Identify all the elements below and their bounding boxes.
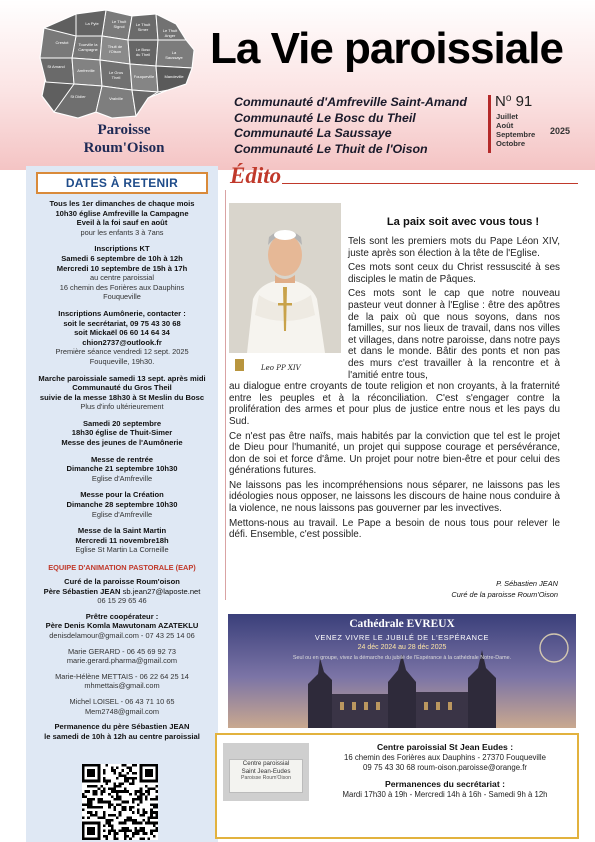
event-bold-line: Mercredi 11 novembre18h [75, 535, 169, 545]
issue-month: Juillet [496, 112, 518, 121]
contact-item [28, 697, 216, 716]
svg-text:du Theil: du Theil [135, 52, 151, 57]
event-detail-line: 16 chemin des Forières aux Dauphins [59, 282, 185, 292]
dates-header: DATES À RETENIR [36, 172, 208, 194]
contact-email[interactable]: sb.jean27@laposte.net [122, 586, 201, 596]
contact-bold-line: le samedi de 10h à 12h au centre paroissial [44, 731, 200, 741]
edito-paragraph: Ces mots sont le cap que notre nouveau pasteur veut donner à l'Eglise : être des apôtres de la paix où que nous soyons, dans nos familles, sur nos lieux de travail, dans nos villes et villages, dans notre paroisse, dans notre pays et dans le monde. Bâtir des ponts et non pas des murs c'est travailler à la rencontre et à l'amitié entre tous, au dialogue entre croyants de toute religion et non croyants, à la fraternité entre les peuples et à la réconciliation. C'est s'engager contre la prolifération des armes et pour plus de justice entre nous et les pays du Sud. [229, 288, 560, 427]
svg-text:Simer: Simer [137, 27, 149, 32]
edito-paragraph: Ces mots sont ceux du Christ ressuscité à ses disciples le matin de Pâques. [348, 262, 560, 285]
event-bold-line: Samedi 6 septembre de 10h à 12h [61, 253, 183, 263]
event-bold-line: Messe de rentrée [90, 454, 154, 464]
qr-code[interactable] [82, 764, 158, 840]
permanence-hours: Mardi 17h30 à 19h - Mercredi 14h à 16h - Samedi 9h à 12h [342, 790, 548, 799]
edito-rule [282, 183, 578, 184]
event-item [28, 244, 216, 302]
event-detail-line: Première séance vendredi 12 sept. 2025 [55, 347, 189, 357]
svg-text:Le Bosc: Le Bosc [135, 47, 151, 52]
parish-centre-box [215, 733, 579, 839]
eap-title: EQUIPE D'ANIMATION PASTORALE (EAP) [48, 563, 196, 572]
edito-body [229, 236, 560, 544]
event-bold-line: Marche paroissiale samedi 13 sept. après midi [38, 373, 206, 383]
event-item [28, 199, 216, 237]
event-bold-line: chion2737@outlook.fr [82, 337, 162, 347]
issue-months [496, 112, 535, 148]
svg-text:l'Oison: l'Oison [108, 49, 122, 54]
edito-paragraph: Mettons-nous au travail. Le Pape a besoin de nous tous pour relever le défi. Ensemble, c'est possible. [229, 517, 560, 541]
event-item [28, 374, 216, 412]
edito-signature [400, 578, 558, 600]
event-bold-line: suivie de la messe 18h30 à St Meslin du Bosc [39, 392, 205, 402]
svg-text:Vraiville: Vraiville [109, 96, 123, 101]
svg-text:Fouqueville: Fouqueville [133, 74, 155, 79]
centre-sign-line: Paroisse Roum'Oison [240, 775, 291, 782]
contact-item [28, 722, 216, 741]
contact-item [28, 672, 216, 691]
issue-month: Octobre [496, 139, 526, 148]
event-detail-line: Fouqueville, 19h30. [89, 356, 155, 366]
svg-text:Campagne: Campagne [78, 47, 98, 52]
contact-detail-line: mhmettais@gmail.com [84, 681, 160, 691]
cathedral-image [228, 614, 576, 728]
community-item: Communauté Le Thuit de l'Oison [234, 141, 428, 156]
svg-text:La Pyle: La Pyle [85, 21, 99, 26]
contact-detail-line: Mem2748@gmail.com [84, 706, 160, 716]
svg-text:Le Thuit: Le Thuit [135, 22, 151, 27]
event-bold-line: soit le secrétariat, 09 75 43 30 68 [63, 318, 181, 328]
event-bold-line: Inscriptions KT [94, 244, 150, 254]
event-bold-line: Dimanche 28 septembre 10h30 [66, 500, 178, 510]
svg-text:Le Thuit: Le Thuit [111, 19, 127, 24]
event-detail-line: Eglise d'Amfreville [91, 473, 153, 483]
contact-detail-line: denisdelamour@gmail.com - 07 43 25 14 06 [49, 630, 195, 640]
contact-detail-line: Marie GERARD - 06 45 69 92 73 [67, 646, 177, 656]
edito-paragraph: Ce n'est pas être naïfs, mais habités par la conviction que tel est le projet de Dieu pour l'humanité, un projet qui suppose courage et persévérance, don de soi et force d'âme. Un projet pour notre bien-être et pour celui des générations futures. [229, 430, 560, 477]
newsletter-title: La Vie paroissiale [210, 24, 563, 73]
event-bold-line: Tous les 1er dimanches de chaque mois [49, 199, 195, 208]
issue-month: Septembre [496, 130, 536, 139]
event-detail-line: pour les enfants 3 à 7ans [80, 227, 164, 237]
event-bold-line: 10h30 église Amfreville la Campagne [55, 208, 189, 218]
event-bold-line: Inscriptions Aumônerie, contacter : [58, 308, 186, 318]
contact-bold-line: Père Sébastien JEAN sb.jean27@laposte.net [43, 586, 201, 596]
parish-line-1: Paroisse [97, 122, 151, 138]
communities-list [234, 95, 467, 157]
svg-text:Anger: Anger [164, 33, 176, 38]
event-bold-line: Messe pour la Création [80, 490, 164, 500]
photo-signature: Leo PP XIV [261, 364, 301, 372]
contact-detail-line: marie.gerard.pharma@gmail.com [66, 656, 178, 666]
centre-photo [223, 743, 309, 801]
svg-text:Saussaye: Saussaye [165, 55, 183, 60]
issue-box [488, 95, 578, 153]
event-bold-line: Messe de la Saint Martin [77, 526, 167, 536]
issue-year: 2025 [550, 126, 571, 136]
svg-text:Tourville la: Tourville la [78, 42, 98, 47]
svg-text:Amfreville: Amfreville [77, 68, 95, 73]
event-bold-line: Eveil à la foi sauf en août [76, 218, 168, 228]
signature-role: Curé de la paroisse Roum'Oison [451, 590, 558, 599]
centre-sign-line: Saint Jean-Eudes [241, 767, 291, 775]
community-item: Communauté Le Bosc du Theil [234, 110, 416, 125]
centre-contact: 09 75 43 30 68 roum-oison.paroisse@orange.fr [363, 763, 527, 772]
community-item: Communauté d'Amfreville Saint-Amand [234, 95, 467, 109]
contact-detail-line: 06 15 29 65 46 [97, 596, 147, 606]
svg-text:Theil: Theil [111, 75, 121, 80]
svg-text:La: La [171, 50, 177, 55]
contact-detail-line: Michel LOISEL - 06 43 71 10 65 [69, 696, 175, 706]
contact-bold-line: Prêtre coopérateur : [85, 611, 159, 621]
centre-info [313, 741, 577, 800]
edito-title: Édito [230, 163, 282, 188]
banner-dates: 24 déc 2024 au 28 déc 2025 [357, 644, 447, 651]
contacts-list [28, 577, 216, 741]
event-detail-line: Eglise d'Amfreville [91, 509, 153, 519]
event-item [28, 309, 216, 367]
issue-number: $N^o$ 91 [495, 93, 533, 110]
centre-sign-line: Centre paroissial [242, 760, 290, 767]
event-bold-line: Dimanche 21 septembre 10h30 [66, 464, 178, 474]
banner-subtitle: VENEZ VIVRE LE JUBILÉ DE L'ESPÉRANCE [314, 633, 490, 642]
events-list [28, 199, 216, 747]
edito-paragraph: Tels sont les premiers mots du Pape Léon XIV, juste après son élection à la tête de l'Eglise. [348, 236, 560, 259]
jubilee-banner[interactable] [228, 614, 576, 728]
issue-divider [488, 95, 491, 153]
issue-month: Août [496, 121, 514, 130]
svg-text:St Didier: St Didier [70, 94, 86, 99]
parish-line-2: Roum'Oison [83, 140, 165, 156]
edito-paragraph: Ne laissons pas les incompréhensions nous séparer, ne laissons pas les idéologies nous opposer, ne laissons les discours de haine nous conduire à la violence, ne nous laissons pas gouverner par les invectives. [229, 479, 560, 515]
contact-detail-line: Marie-Hélène METTAIS - 06 22 64 25 14 [55, 671, 189, 681]
event-bold-line: soit Mickaël 06 60 14 64 34 [74, 328, 170, 338]
event-bold-line: Messe des jeunes de l'Aumônerie [61, 438, 183, 448]
event-bold-line: Communauté du Gros Theil [72, 383, 172, 393]
edito-side-rule [225, 190, 226, 600]
event-detail-line: Fouqueville [103, 292, 141, 302]
contact-bold-line: Père Denis Komla Mawutonam AZATEKLU [45, 621, 199, 631]
svg-text:St Amand: St Amand [47, 64, 65, 69]
event-item [28, 419, 216, 448]
event-detail-line: Eglise St Martin La Corneille [75, 545, 169, 555]
svg-text:Thuit de: Thuit de [107, 44, 123, 49]
community-item: Communauté La Saussaye [234, 126, 392, 140]
event-bold-line: Mercredi 10 septembre de 15h à 17h [56, 263, 188, 273]
event-item [28, 490, 216, 519]
contact-bold-line: Permanence du père Sébastien JEAN [54, 722, 190, 732]
banner-title: Cathédrale EVREUX [349, 618, 455, 630]
svg-text:Signol: Signol [113, 24, 125, 29]
contact-bold-line: Curé de la paroisse Roum'oison [64, 577, 180, 586]
event-bold-line: Samedi 20 septembre [82, 418, 162, 428]
parish-name [36, 121, 212, 157]
edito-heading: La paix soit avec vous tous ! [386, 216, 540, 228]
event-detail-line: Plus d'info ultérieurement [80, 402, 164, 412]
svg-text:Mandeville: Mandeville [164, 74, 184, 79]
banner-text: Seul ou en groupe, vivez la démarche du jubilé de l'Espérance à la cathédrale Notre-Dame. [292, 655, 512, 661]
centre-address: 16 chemin des Forières aux Dauphins - 27370 Fouqueville [344, 753, 546, 762]
contact-item [28, 612, 216, 641]
svg-text:Le Thuit: Le Thuit [162, 28, 178, 33]
parish-map [36, 6, 208, 122]
permanence-title: Permanences du secrétariat : [385, 779, 505, 789]
event-detail-line: au centre paroissial [89, 273, 155, 283]
contact-item [28, 577, 216, 606]
centre-sign [229, 759, 303, 793]
contact-item [28, 647, 216, 666]
event-item [28, 526, 216, 555]
event-item [28, 455, 216, 484]
event-bold-line: 18h30 église de Thuit-Simer [71, 428, 173, 438]
svg-text:Crestot: Crestot [55, 40, 69, 45]
svg-text:Le Gros: Le Gros [108, 70, 124, 75]
centre-title: Centre paroissial St Jean Eudes : [376, 742, 514, 752]
signature-name: P. Sébastien JEAN [496, 579, 558, 588]
